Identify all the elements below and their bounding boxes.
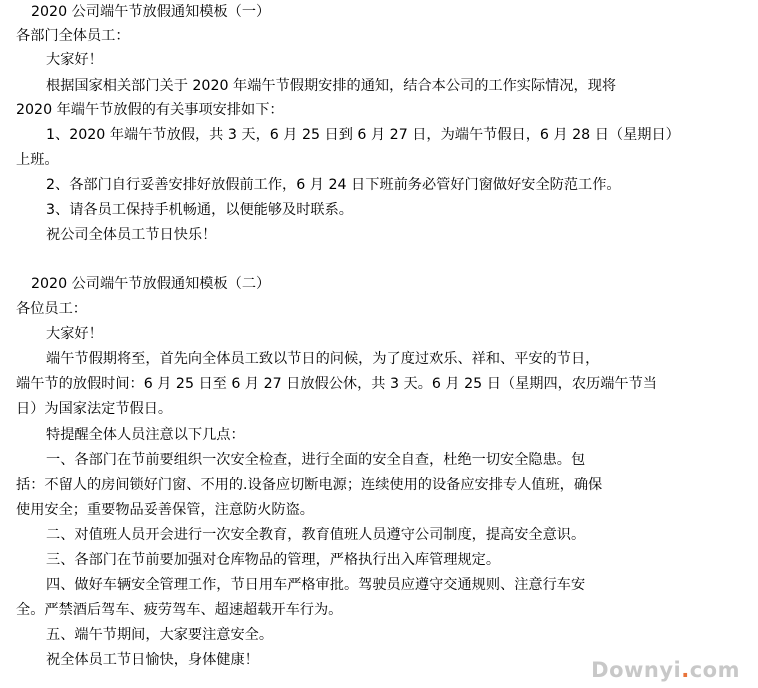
template1-closing: 祝公司全体员工节日快乐！ (46, 227, 217, 243)
template1-intro-line-2: 2020 年端午节放假的有关事项安排如下： (16, 102, 284, 118)
template2-intro-line-2: 端午节的放假时间：6 月 25 日至 6 月 27 日放假公休，共 3 天。6 月 25 日（星期四，农历端午节当 (16, 376, 657, 392)
watermark-dot: . (681, 658, 690, 682)
template2-point-1-line-2: 括：不留人的房间锁好门窗、不用的.设备应切断电源；连续使用的设备应安排专人值班，确保 (16, 477, 603, 493)
template1-item-1-line-2: 上班。 (16, 152, 59, 168)
template1-item-1-line-1: 1、2020 年端午节放假，共 3 天，6 月 25 日到 6 月 27 日，为端午节假日，6 月 28 日（星期日） (46, 127, 680, 143)
template1-salutation: 各部门全体员工： (16, 28, 130, 44)
template1-intro-line-1: 根据国家相关部门关于 2020 年端午节假期安排的通知，结合本公司的工作实际情况，现将 (46, 78, 617, 94)
template2-greeting: 大家好！ (46, 326, 103, 342)
watermark-text-after-dot: com (689, 658, 740, 682)
template2-salutation: 各位员工： (16, 301, 87, 317)
template2-point-4-line-1: 四、做好车辆安全管理工作，节日用车严格审批。驾驶员应遵守交通规则、注意行车安 (46, 577, 586, 593)
template1-title: 2020 公司端午节放假通知模板（一） (31, 4, 271, 20)
template1-item-3: 3、请各员工保持手机畅通，以便能够及时联系。 (46, 202, 353, 218)
template2-notice-heading: 特提醒全体人员注意以下几点： (46, 427, 245, 443)
template2-point-1-line-3: 使用安全；重要物品妥善保管，注意防火防盗。 (16, 502, 314, 518)
template2-title: 2020 公司端午节放假通知模板（二） (31, 276, 271, 292)
template2-intro-line-1: 端午节假期将至，首先向全体员工致以节日的问候，为了度过欢乐、祥和、平安的节日， (46, 351, 600, 367)
template2-point-4-line-2: 全。严禁酒后驾车、疲劳驾车、超速超载开车行为。 (16, 602, 343, 618)
template1-item-2: 2、各部门自行妥善安排好放假前工作，6 月 24 日下班前务必管好门窗做好安全防范工作。 (46, 177, 621, 193)
template1-greeting: 大家好！ (46, 52, 103, 68)
template2-point-5: 五、端午节期间，大家要注意安全。 (46, 627, 274, 643)
template2-closing: 祝全体员工节日愉快，身体健康！ (46, 652, 259, 668)
site-watermark-logo (591, 658, 740, 682)
watermark-text-before-dot: Downyi (591, 658, 682, 682)
template2-point-3: 三、各部门在节前要加强对仓库物品的管理，严格执行出入库管理规定。 (46, 552, 501, 568)
template2-intro-line-3: 日）为国家法定节假日。 (16, 401, 173, 417)
template2-point-2: 二、对值班人员开会进行一次安全教育，教育值班人员遵守公司制度，提高安全意识。 (46, 527, 586, 543)
template2-point-1-line-1: 一、各部门在节前要组织一次安全检查，进行全面的安全自查，杜绝一切安全隐患。包 (46, 452, 586, 468)
